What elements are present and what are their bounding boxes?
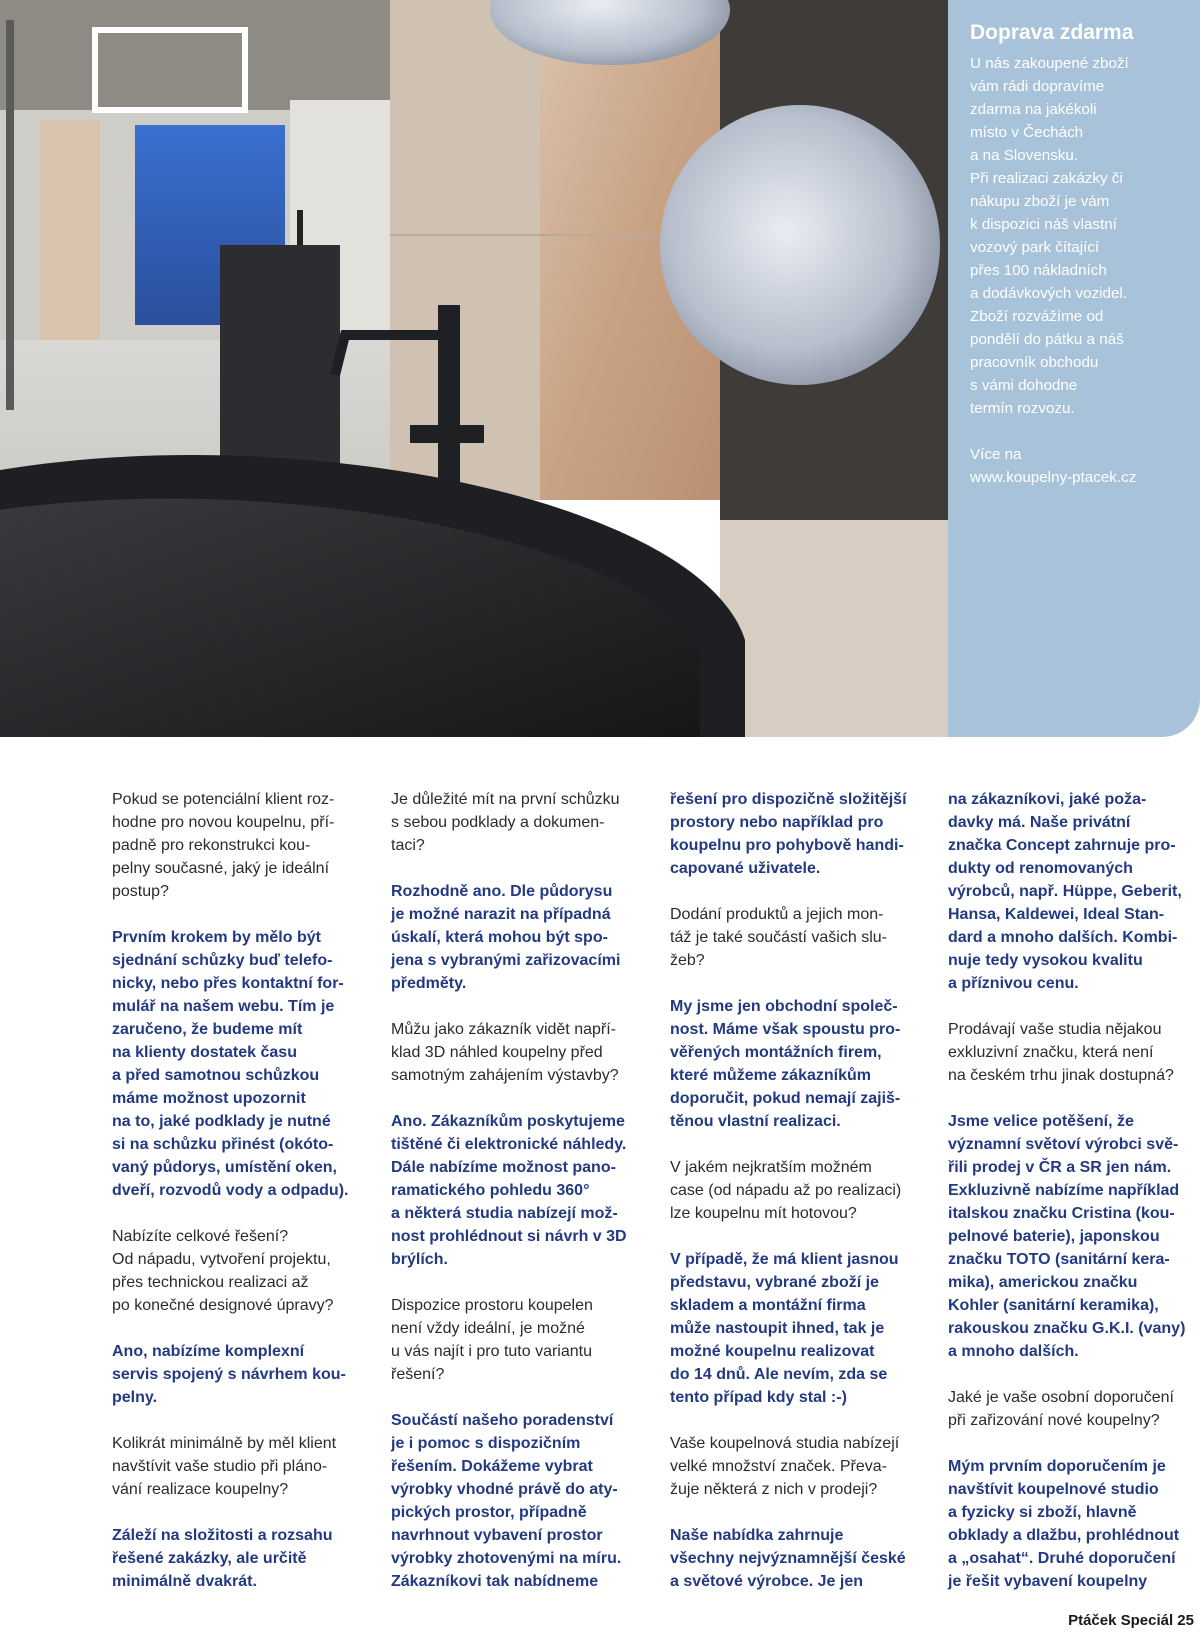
question: Dodání produktů a jejich mon- táž je také součástí vašich slu- žeb?: [670, 906, 887, 969]
sidebar-more-link[interactable]: Více na www.koupelny-ptacek.cz: [970, 446, 1137, 486]
question: Je důležité mít na první schůzku s sebou podklady a dokumen- taci?: [391, 791, 620, 854]
free-delivery-panel: [948, 0, 1200, 737]
question: Můžu jako zákazník vidět napří- klad 3D náhled koupelny před samotným zahájením výstavby?: [391, 1021, 619, 1084]
column-3: [670, 788, 930, 1593]
answer: Naše nabídka zahrnuje všechny nejvýznamnější české a světové výrobce. Je jen: [670, 1527, 906, 1590]
question: Dispozice prostoru koupelen není vždy ideální, je možné u vás najít i pro tuto variantu řešení?: [391, 1297, 593, 1383]
answer: Prvním krokem by mělo být sjednání schůzky buď telefo- nicky, nebo přes kontaktní for- mulář na našem webu. Tím je zaručeno, že budeme mít na klienty dostatek času a před samotnou schůzkou máme možnost upozornit na to, jaké podklady je nutné si na schůzku přinést (okóto- vaný půdorys, umístění oken, dveří, rozvodů vody a odpadu).: [112, 929, 349, 1199]
page-footer: Ptáček Speciál 25: [1068, 1612, 1194, 1629]
sidebar-title: Doprava zdarma: [970, 21, 1134, 44]
column-1: [112, 788, 372, 1593]
answer: řešení pro dispozičně složitější prostory nebo například pro koupelnu pro pohybově handi- capované uživatele.: [670, 791, 907, 877]
answer: Mým prvním doporučením je navštívit koupelnové studio a fyzicky si zboží, hlavně obklady a dlažbu, prohlédnout a „osahat“. Druhé doporučení je řešit vybavení koupelny: [948, 1458, 1180, 1590]
answer: My jsme jen obchodní společ- nost. Máme však spoustu pro- věřených montážních firem, které můžeme zákazníkům doporučit, pokud nemají zajiš- těnou vlastní realizaci.: [670, 998, 901, 1130]
question: Prodávají vaše studia nějakou exkluzivní značku, která není na českém trhu jinak dostupná?: [948, 1021, 1174, 1084]
answer: Součástí našeho poradenství je i pomoc s dispozičním řešením. Dokážeme vybrat výrobky vhodné právě do aty- pických prostor, případně navrhnout vybavení prostor výrobky zhotovenými na míru. Zákazníkovi tak nabídneme: [391, 1412, 622, 1590]
interview-columns: [112, 788, 1200, 1588]
answer: Ano. Zákazníkům poskytujeme tištěné či elektronické náhledy. Dále nabízíme možnost pano- ramatického pohledu 360° a některá studia nabízejí mož- nost prohlédnout si návrh v 3D brýlích.: [391, 1113, 627, 1268]
column-2: [391, 788, 651, 1593]
sidebar-body: U nás zakoupené zboží vám rádi dopravíme zdarma na jakékoli místo v Čechách a na Slovensku. Při realizaci zakázky či nákupu zboží je vám k dispozici náš vlastní vozový park čítající přes 100 nákladních a dodávkových vozidel. Zboží rozvážíme od pondělí do pátku a náš pracovník obchodu s vámi dohodne termín rozvozu.: [970, 55, 1129, 417]
column-4: [948, 788, 1200, 1593]
question: Vaše koupelnová studia nabízejí velké množství značek. Převa- žuje některá z nich v prodeji?: [670, 1435, 900, 1498]
answer: Záleží na složitosti a rozsahu řešené zakázky, ale určitě minimálně dvakrát.: [112, 1527, 333, 1590]
answer: Rozhodně ano. Dle půdorysu je možné narazit na případná úskalí, která mohou být spo- jena s vybranými zařizovacími předměty.: [391, 883, 621, 992]
answer: Jsme velice potěšení, že významní světoví výrobci svě- řili prodej v ČR a SR jen nám. Exkluzivně nabízíme například italskou značku Cristina (kou- pelnové baterie), japonskou značku TOTO (sanitární kera- mika), americkou značku Kohler (sanitární keramika), rakouskou značku G.K.I. (vany) a mnoho dalších.: [948, 1113, 1186, 1360]
question: Jaké je vaše osobní doporučení při zařizování nové koupelny?: [948, 1389, 1174, 1429]
question: V jakém nejkratším možném case (od nápadu až po realizaci) lze koupelnu mít hotovou?: [670, 1159, 902, 1222]
question: Nabízíte celkové řešení? Od nápadu, vytvoření projektu, přes technickou realizaci až po konečné designové úpravy?: [112, 1228, 334, 1314]
answer: V případě, že má klient jasnou představu, vybrané zboží je skladem a montážní firma může nastoupit ihned, tak je možné koupelnu realizovat do 14 dnů. Ale nevím, zda se tento případ kdy stal :-): [670, 1251, 899, 1406]
question: Kolikrát minimálně by měl klient navštívit vaše studio při pláno- vání realizace koupelny?: [112, 1435, 337, 1498]
answer: Ano, nabízíme komplexní servis spojený s návrhem kou- pelny.: [112, 1343, 346, 1406]
answer: na zákazníkovi, jaké poža- davky má. Naše privátní značka Concept zahrnuje pro- dukty od renomovaných výrobců, např. Hüppe, Geberit, Hansa, Kaldewei, Ideal Stan- dard a mnoho dalších. Kombi- nuje tedy vysokou kvalitu a příznivou cenu.: [948, 791, 1182, 992]
question: Pokud se potenciální klient roz- hodne pro novou koupelnu, pří- padně pro rekonstrukci kou- pelny současné, jaký je ideální postup?: [112, 791, 335, 900]
